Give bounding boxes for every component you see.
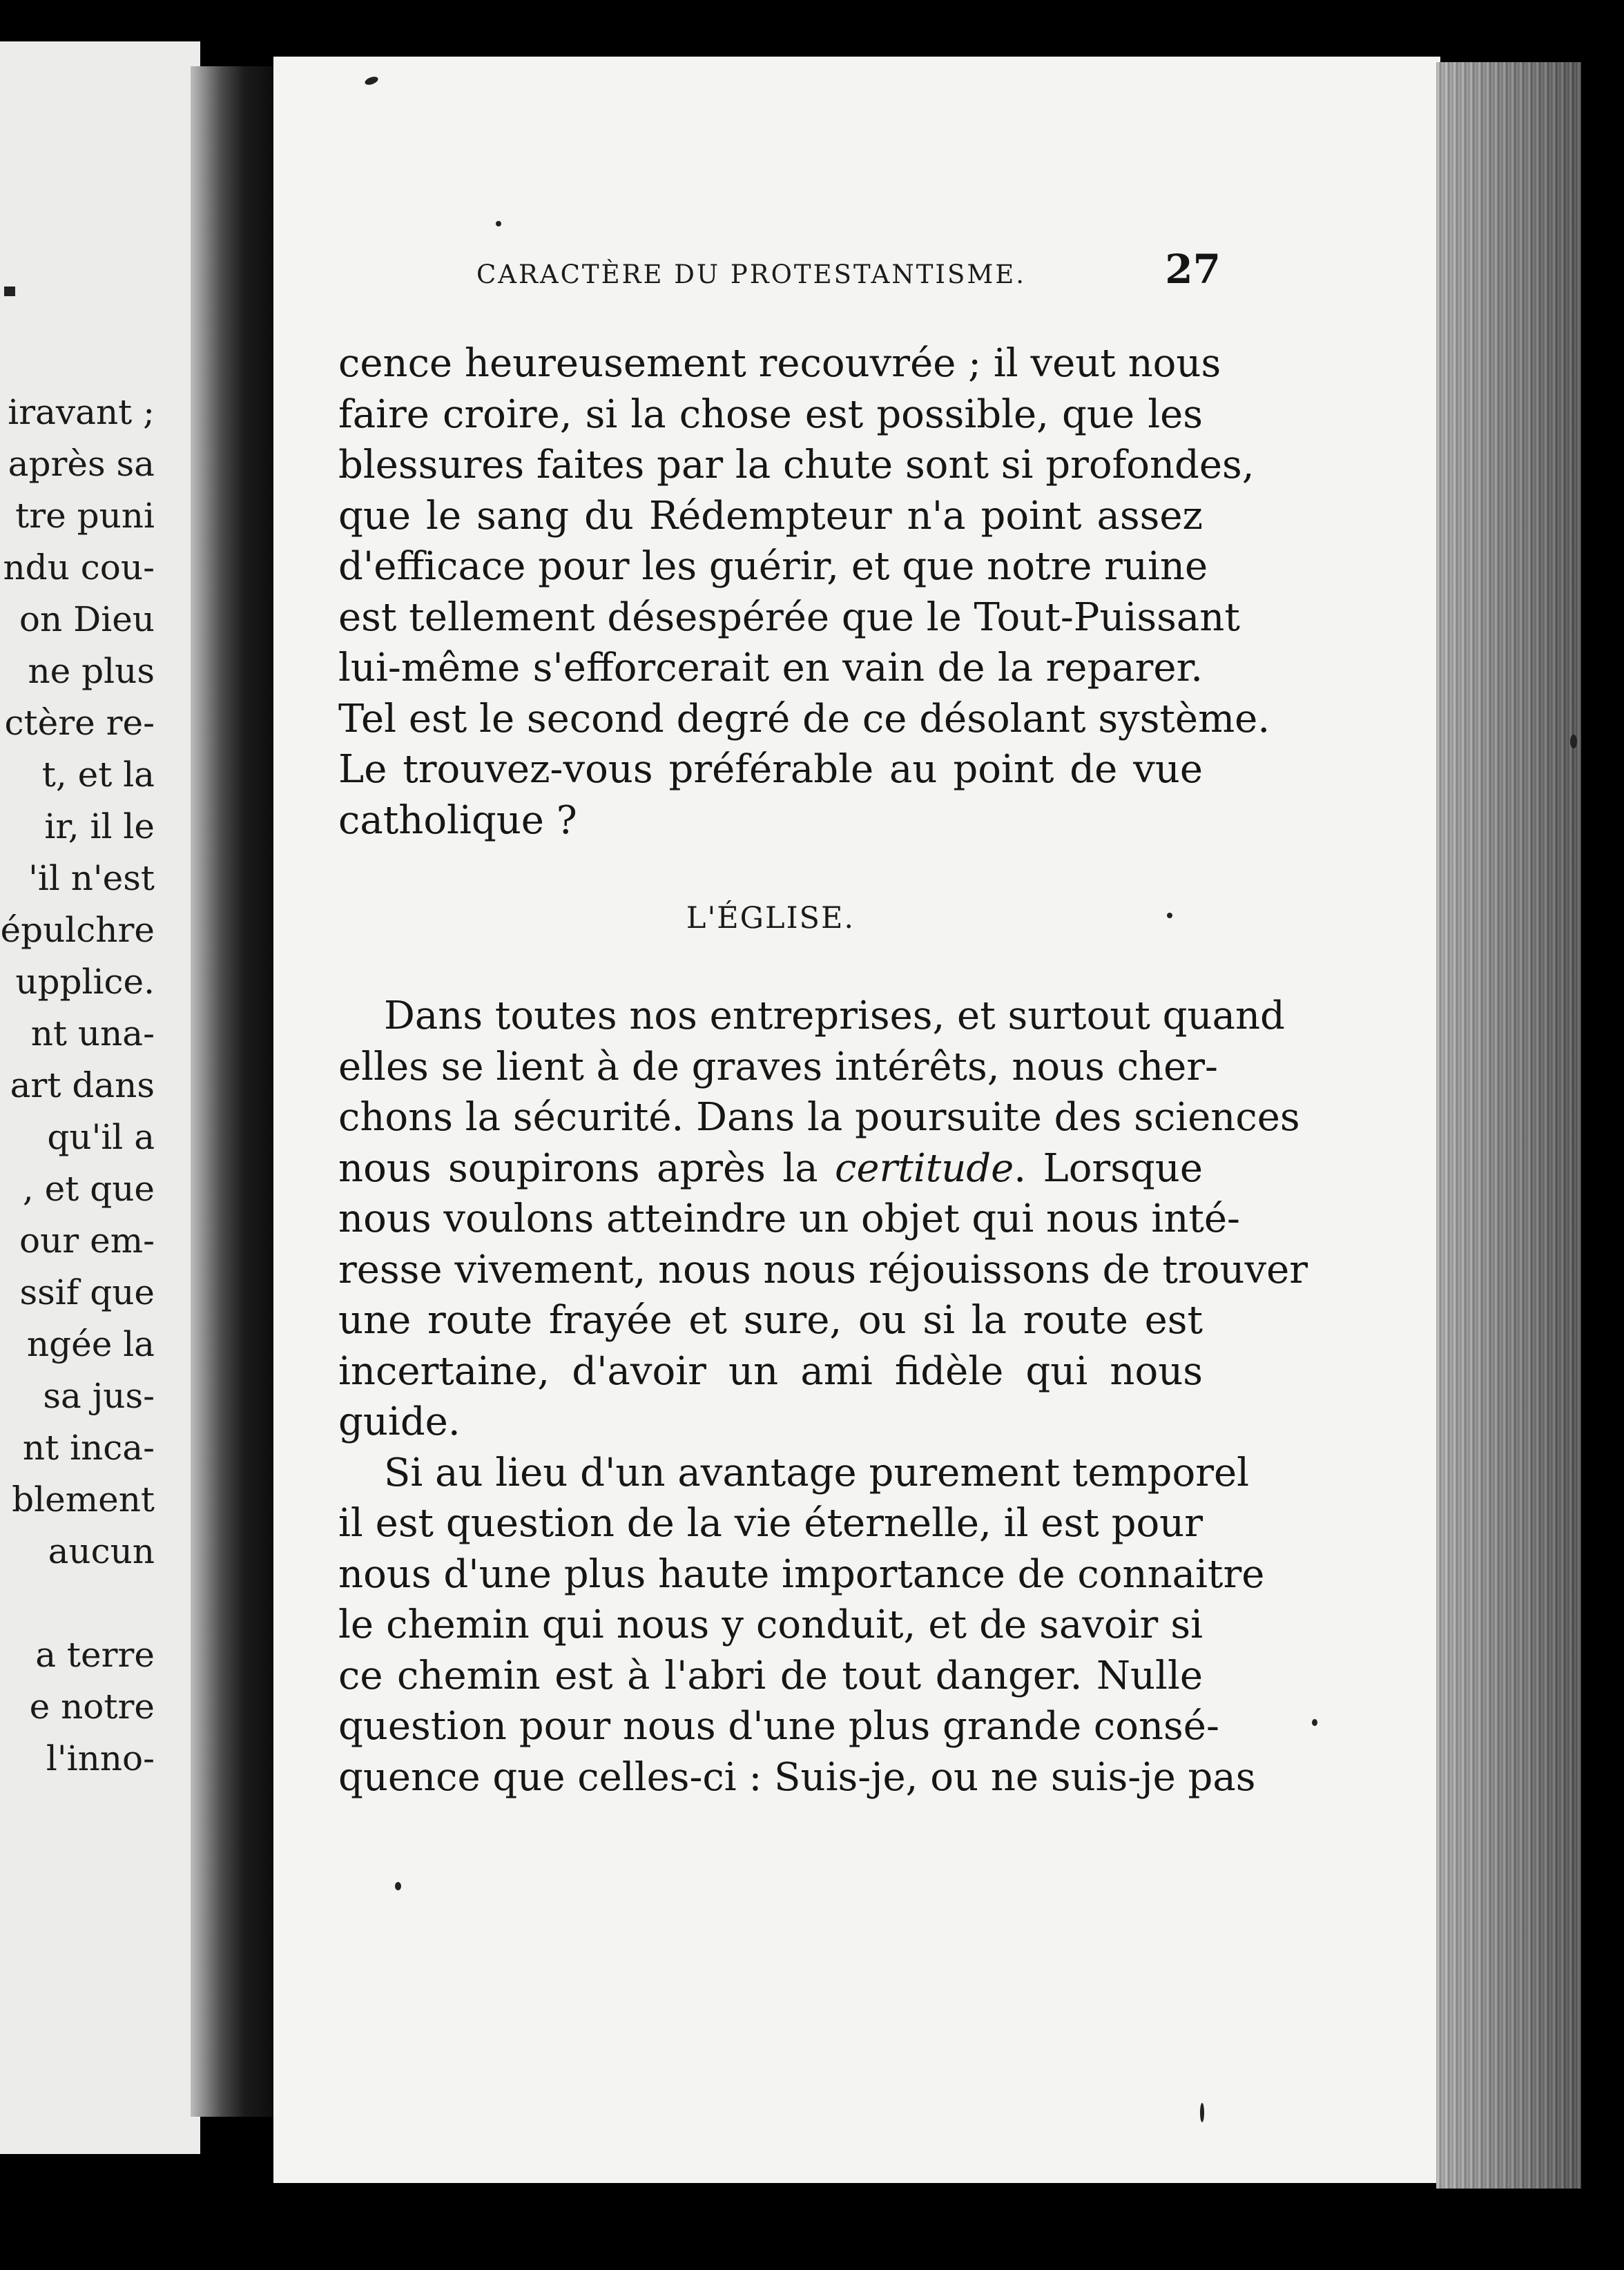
ink-speck <box>1312 1719 1317 1726</box>
left-page-mark <box>4 287 15 296</box>
book-gutter <box>191 66 280 2117</box>
text-line: Tel est le second degré de ce désolant système. <box>338 696 1270 741</box>
page-header <box>476 246 1229 301</box>
left-line: iravant ; <box>8 392 155 432</box>
text-line: ce chemin est à l'abri de tout danger. Nulle <box>338 1653 1203 1698</box>
text-line: Si au lieu d'un avantage purement temporel <box>384 1450 1250 1495</box>
left-line: épulchre <box>0 910 155 950</box>
left-line: l'inno- <box>46 1738 155 1778</box>
left-page <box>0 41 200 2154</box>
text-line: resse vivement, nous nous réjouissons de trouver <box>338 1247 1308 1292</box>
page-edges <box>1436 62 1581 2189</box>
left-line: après sa <box>8 444 155 484</box>
text-line: chons la sécurité. Dans la poursuite des sciences <box>338 1095 1300 1140</box>
text-line: nous voulons atteindre un objet qui nous inté- <box>338 1196 1240 1241</box>
paragraph <box>338 338 1270 846</box>
paragraph <box>338 991 1308 1448</box>
left-line: art dans <box>10 1065 155 1105</box>
text-line: nous d'une plus haute importance de connaitre <box>338 1551 1265 1597</box>
paragraph <box>338 1448 1265 1803</box>
left-line: on Dieu <box>19 599 155 639</box>
text-line: est tellement désespérée que le Tout-Puissant <box>338 594 1240 640</box>
text-line: il est question de la vie éternelle, il est pour <box>338 1501 1203 1546</box>
text-line: que le sang du Rédempteur n'a point assez <box>338 493 1203 539</box>
left-line: 'il n'est <box>28 858 155 898</box>
text-line: d'efficace pour les guérir, et que notre ruine <box>338 544 1208 589</box>
ink-speck <box>1200 2103 1204 2122</box>
text-line: le chemin qui nous y conduit, et de savoir si <box>338 1602 1203 1647</box>
left-line: qu'il a <box>47 1117 155 1157</box>
italic-word: certitude <box>835 1145 1014 1191</box>
text-line: lui-même s'efforcerait en vain de la reparer. <box>338 646 1203 690</box>
left-line: nt inca- <box>22 1428 155 1468</box>
text-line: Le trouvez-vous préférable au point de vue <box>338 747 1203 792</box>
ink-speck <box>496 221 501 226</box>
text-line: guide. <box>338 1399 461 1444</box>
left-line: blement <box>12 1480 155 1520</box>
text-line: Dans toutes nos entreprises, et surtout quand <box>384 993 1285 1038</box>
text-line: faire croire, si la chose est possible, que les <box>338 391 1203 437</box>
text-line: cence heureusement recouvrée ; il veut nous <box>338 341 1221 386</box>
left-line: ir, il le <box>44 806 155 846</box>
left-line: aucun <box>48 1531 155 1571</box>
left-line: ngée la <box>26 1324 155 1364</box>
section-heading: L'ÉGLISE. <box>686 901 856 935</box>
left-line: our em- <box>19 1221 155 1261</box>
text-line: question pour nous d'une plus grande consé- <box>338 1704 1219 1749</box>
running-head: CARACTÈRE DU PROTESTANTISME. <box>476 260 1027 289</box>
text-line: blessures faites par la chute sont si profondes, <box>338 443 1255 487</box>
left-line: a terre <box>35 1635 155 1675</box>
left-line: sa jus- <box>43 1376 155 1416</box>
left-line: ssif que <box>19 1272 155 1312</box>
ink-speck <box>395 1882 401 1890</box>
left-line: nt una- <box>30 1013 155 1054</box>
left-page-text <box>1 387 155 1785</box>
left-line: ndu cou- <box>3 547 155 588</box>
ink-speck <box>1570 735 1577 748</box>
text-line: quence que celles-ci : Suis-je, ou ne suis-je pas <box>338 1754 1256 1800</box>
left-line: upplice. <box>15 962 155 1002</box>
left-line: e notre <box>29 1687 155 1727</box>
left-line: , et que <box>22 1169 155 1209</box>
text-line: nous soupirons après la certitude. Lorsque <box>338 1145 1203 1191</box>
text-line: incertaine, d'avoir un ami fidèle qui nous <box>338 1348 1203 1394</box>
left-line: ctère re- <box>4 703 155 743</box>
text-line: une route frayée et sure, ou si la route est <box>338 1298 1203 1343</box>
left-line: tre puni <box>15 496 155 536</box>
page-number: 27 <box>1165 246 1221 293</box>
body-text <box>338 338 1308 1803</box>
left-line: t, et la <box>41 755 155 795</box>
text-line: elles se lient à de graves intérêts, nous cher- <box>338 1044 1218 1089</box>
left-line: ne plus <box>28 651 155 691</box>
text-line: catholique ? <box>338 797 577 843</box>
